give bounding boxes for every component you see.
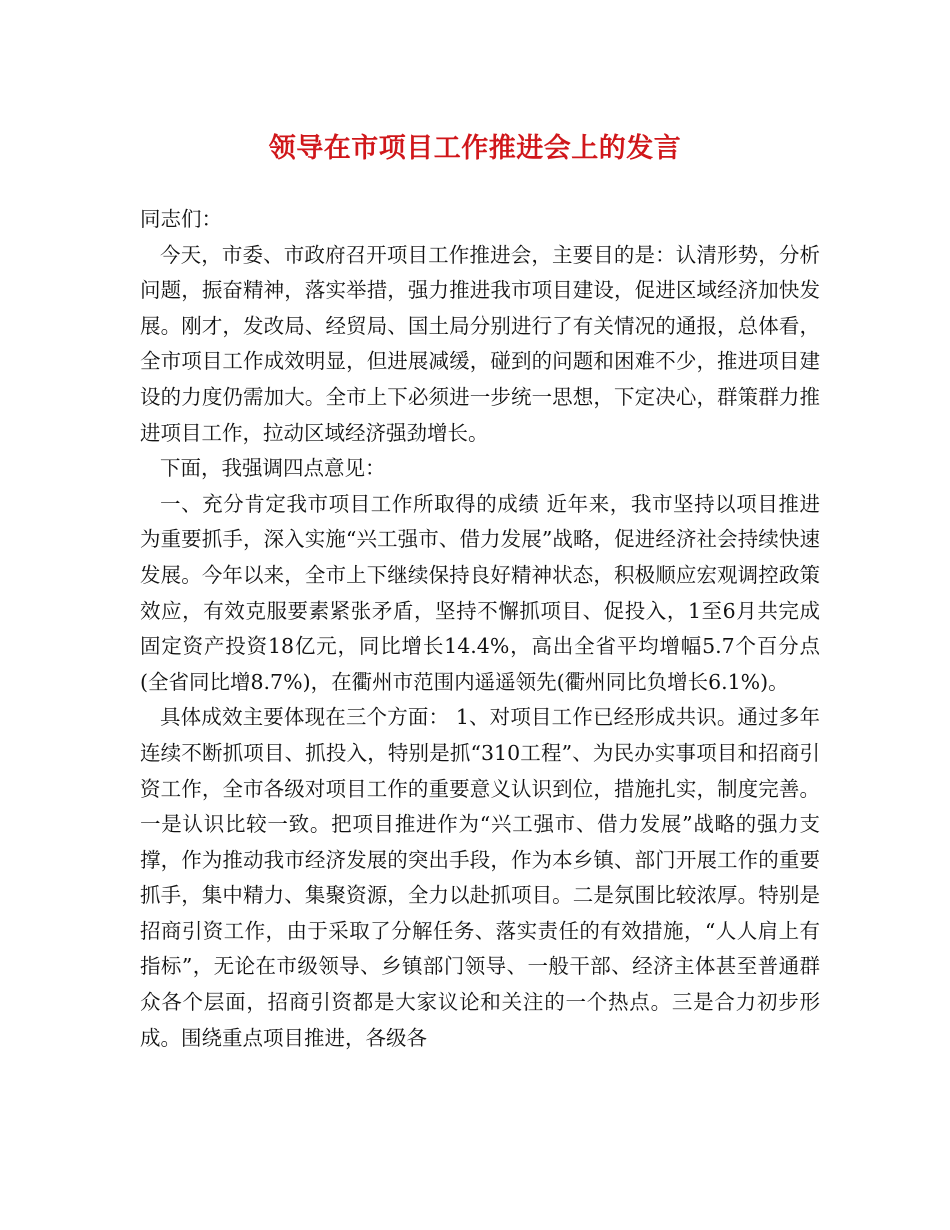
document-title: 领导在市项目工作推进会上的发言 [268,133,682,164]
paragraph-achievements: 具体成效主要体现在三个方面： 1、对项目工作已经形成共识。通过多年连续不断抓项目、抓投入，特别是抓“310工程”、为民办实事项目和招商引资工作，全市各级对项目工作的重要意义认识到位，措施扎实，制度完善。一是认识比较一致。把项目推进作为“兴工强市、借力发展”战略的强力支撑，作为推动我市经济发展的突出手段，作为本乡镇、部门开展工作的重要抓手，集中精力、集聚资源，全力以赴抓项目。二是氛围比较浓厚。特别是招商引资工作，由于采取了分解任务、落实责任的有效措施，“人人肩上有指标”，无论在市级领导、乡镇部门领导、一般干部、经济主体甚至普通群众各个层面，招商引资都是大家议论和关注的一个热点。三是合力初步形成。围绕重点项目推进，各级各 [140,705,820,1050]
document-body [140,202,820,1056]
paragraph-four-points: 下面，我强调四点意见： [160,456,386,481]
paragraph-intro: 今天，市委、市政府召开项目工作推进会，主要目的是：认清形势，分析问题，振奋精神，落实举措，强力推进我市项目建设，促进区域经济加快发展。刚才，发改局、经贸局、国土局分别进行了有关情况的通报，总体看，全市项目工作成效明显，但进展减缓，碰到的问题和困难不少，推进项目建设的力度仍需加大。全市上下必须进一步统一思想，下定决心，群策群力推进项目工作，拉动区域经济强劲增长。 [140,242,820,445]
paragraph-section-one: 一、充分肯定我市项目工作所取得的成绩 近年来，我市坚持以项目推进为重要抓手，深入实施“兴工强市、借力发展”战略，促进经济社会持续快速发展。今年以来，全市上下继续保持良好精神状态，积极顺应宏观调控政策效应，有效克服要素紧张矛盾，坚持不懈抓项目、促投入，1至6月共完成固定资产投资18亿元，同比增长14.4%，高出全省平均增幅5.7个百分点(全省同比增8.7%)，在衢州市范围内遥遥领先(衢州同比负增长6.1%)。 [140,491,820,694]
salutation: 同志们： [140,207,222,231]
